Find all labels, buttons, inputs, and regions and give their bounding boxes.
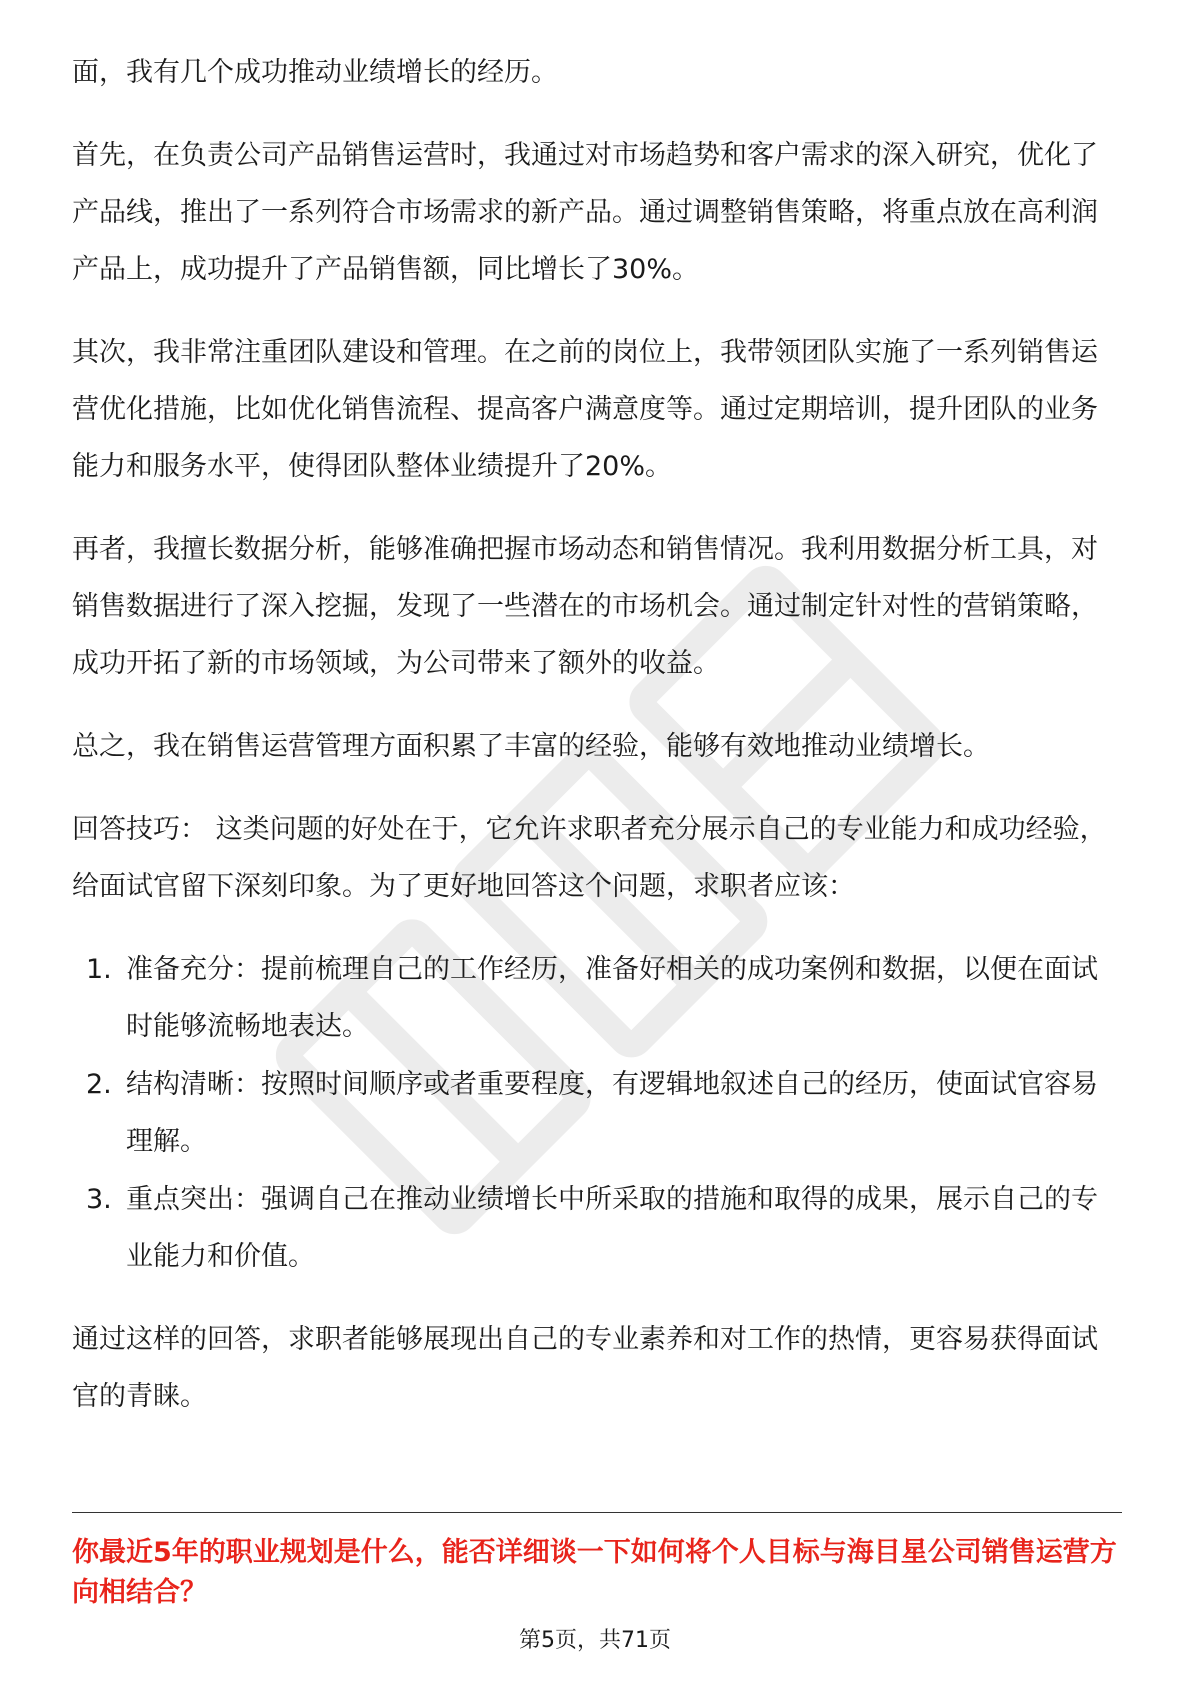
paragraph-2: 首先，在负责公司产品销售运营时，我通过对市场趋势和客户需求的深入研究，优化了产品线，推出了一系列符合市场需求的新产品。通过调整销售策略，将重点放在高利润产品上，成功提升了产品销售额，同比增长了30%。 xyxy=(72,140,1098,285)
list-item-number: 1. xyxy=(86,954,112,985)
tips-list xyxy=(72,941,1122,1285)
page-number: 第5页，共71页 xyxy=(519,1628,671,1653)
paragraph-4: 再者，我擅长数据分析，能够准确把握市场动态和销售情况。我利用数据分析工具，对销售数据进行了深入挖掘，发现了一些潜在的市场机会。通过制定针对性的营销策略，成功开拓了新的市场领域，为公司带来了额外的收益。 xyxy=(72,534,1098,679)
next-question-heading: 你最近5年的职业规划是什么，能否详细谈一下如何将个人目标与海目星公司销售运营方向相结合？ xyxy=(72,1537,1117,1608)
paragraph-3: 其次，我非常注重团队建设和管理。在之前的岗位上，我带领团队实施了一系列销售运营优化措施，比如优化销售流程、提高客户满意度等。通过定期培训，提升团队的业务能力和服务水平，使得团队整体业绩提升了20%。 xyxy=(72,337,1098,482)
list-item-number: 2. xyxy=(86,1069,112,1100)
list-item-number: 3. xyxy=(86,1184,112,1215)
list-item-text: 结构清晰：按照时间顺序或者重要程度，有逻辑地叙述自己的经历，使面试官容易理解。 xyxy=(126,1069,1098,1157)
list-item xyxy=(72,1056,1122,1170)
main-content xyxy=(72,44,1122,1451)
paragraph-1: 面，我有几个成功推动业绩增长的经历。 xyxy=(72,57,558,88)
list-item-text: 重点突出：强调自己在推动业绩增长中所采取的措施和取得的成果，展示自己的专业能力和价值。 xyxy=(126,1184,1098,1272)
answer-tips-intro: 回答技巧： 这类问题的好处在于，它允许求职者充分展示自己的专业能力和成功经验，给面试官留下深刻印象。为了更好地回答这个问题，求职者应该： xyxy=(72,814,1107,902)
closing-paragraph: 通过这样的回答，求职者能够展现出自己的专业素养和对工作的热情，更容易获得面试官的青睐。 xyxy=(72,1324,1098,1412)
section-divider xyxy=(72,1512,1122,1513)
paragraph-5: 总之，我在销售运营管理方面积累了丰富的经验，能够有效地推动业绩增长。 xyxy=(72,731,990,762)
list-item xyxy=(72,941,1122,1055)
list-item-text: 准备充分：提前梳理自己的工作经历，准备好相关的成功案例和数据，以便在面试时能够流畅地表达。 xyxy=(126,954,1098,1042)
list-item xyxy=(72,1171,1122,1285)
